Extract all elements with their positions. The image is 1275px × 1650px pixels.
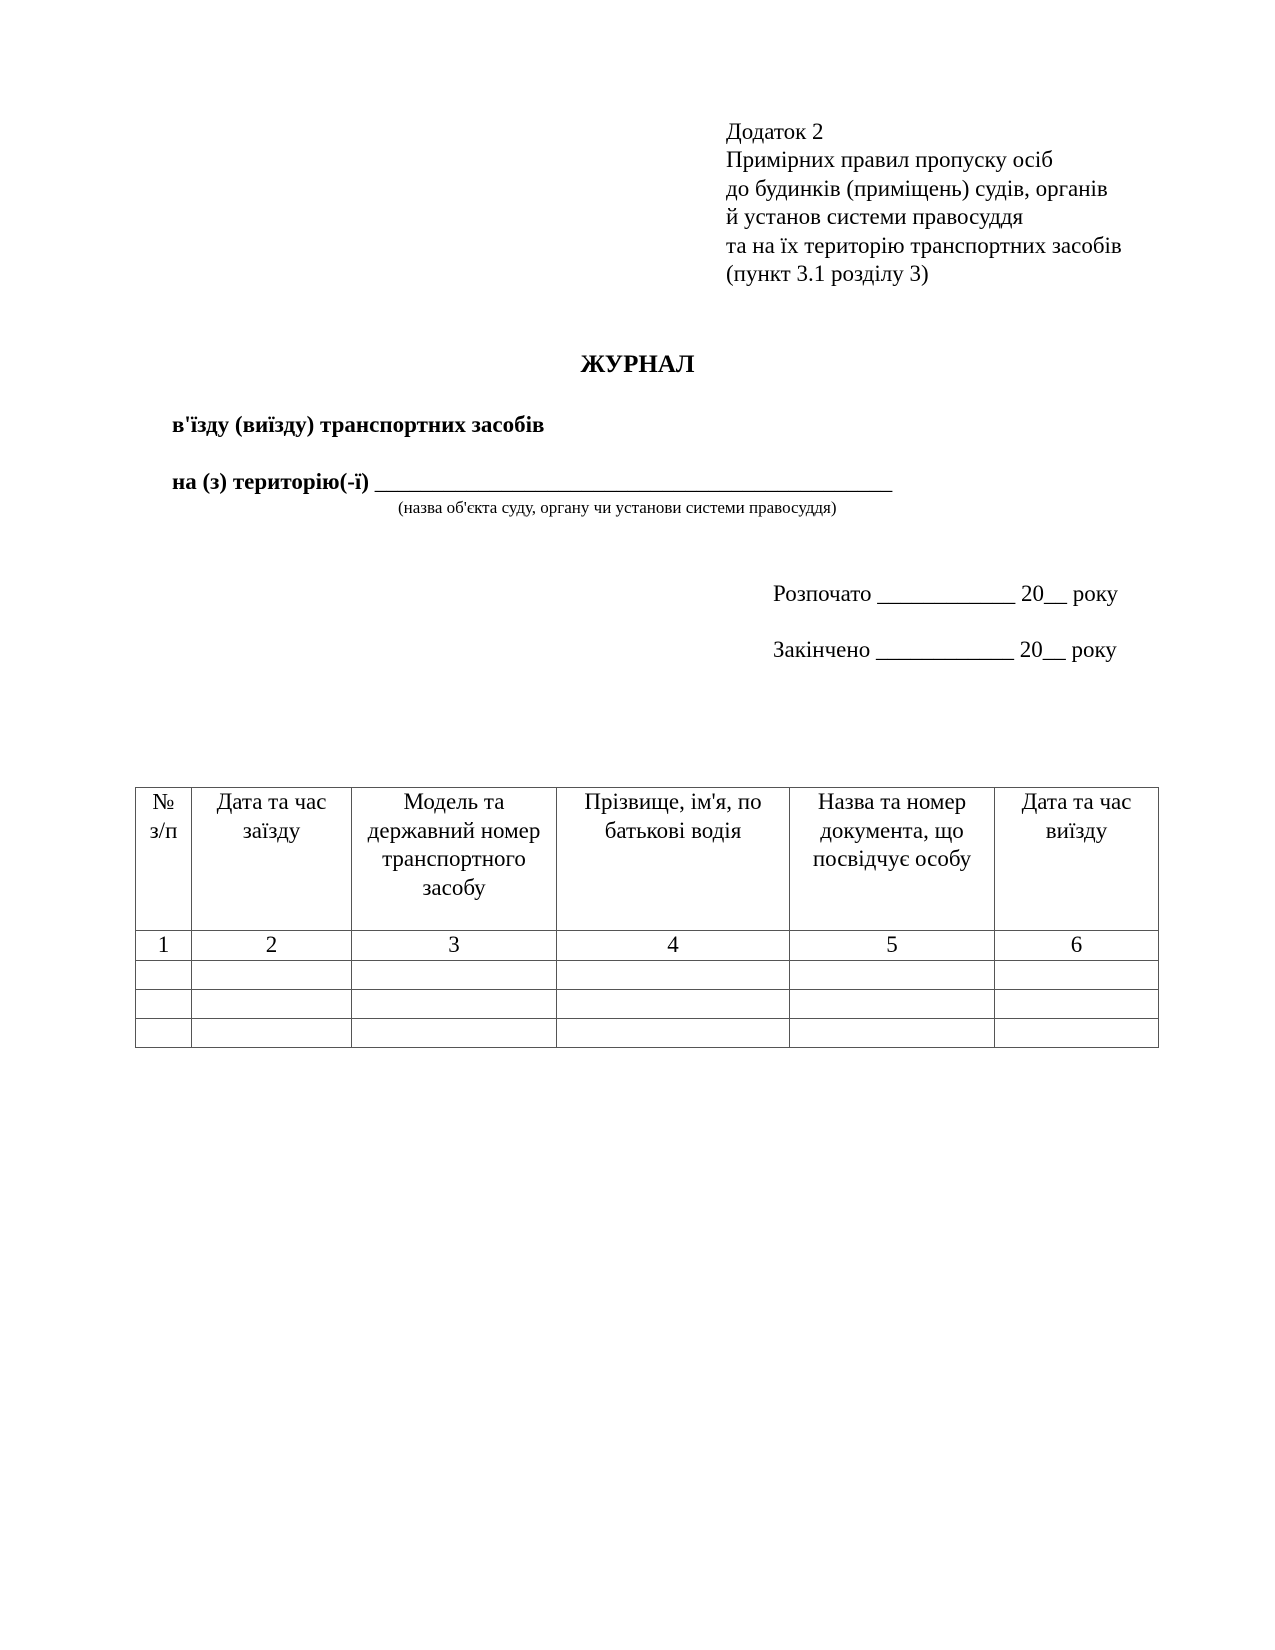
empty-cell: [995, 960, 1159, 989]
empty-cell: [136, 989, 192, 1018]
table-row: [136, 989, 1159, 1018]
appendix-reference: [726, 118, 1122, 288]
appendix-line: до будинків (приміщень) судів, органів: [726, 175, 1108, 201]
column-number-row: [136, 931, 1159, 961]
empty-cell: [557, 1018, 790, 1047]
column-number: 6: [995, 931, 1159, 961]
header-id-document: Назва та номер документа, що посвідчує особу: [790, 788, 995, 931]
territory-blank: _____________________________________________: [374, 469, 893, 494]
table-row: [136, 960, 1159, 989]
journal-title: ЖУРНАЛ: [580, 351, 695, 378]
empty-cell: [557, 989, 790, 1018]
appendix-line: й установ системи правосуддя: [726, 204, 1024, 230]
column-number: 1: [136, 931, 192, 961]
appendix-line: та на їх територію транспортних засобів: [726, 232, 1122, 258]
appendix-line: Додаток 2: [726, 119, 824, 144]
header-driver-name: Прізвище, ім'я, по батькові водія: [557, 788, 790, 931]
header-number: № з/п: [136, 788, 192, 931]
column-number: 2: [192, 931, 352, 961]
territory-label: на (з) територію(-ї): [172, 469, 369, 494]
empty-cell: [352, 960, 557, 989]
header-vehicle-model-plate: Модель та державний номер транспортного засобу: [352, 788, 557, 931]
header-entry-datetime: Дата та час заїзду: [192, 788, 352, 931]
empty-cell: [557, 960, 790, 989]
empty-cell: [995, 989, 1159, 1018]
table-header-row: [136, 788, 1159, 931]
empty-cell: [790, 989, 995, 1018]
empty-cell: [192, 1018, 352, 1047]
journal-subtitle: в'їзду (виїзду) транспортних засобів: [172, 412, 545, 437]
empty-cell: [136, 1018, 192, 1047]
territory-line: [172, 468, 892, 496]
empty-cell: [192, 989, 352, 1018]
column-number: 3: [352, 931, 557, 961]
empty-cell: [995, 1018, 1159, 1047]
started-date-line: Розпочато ____________ 20__ року: [773, 581, 1119, 606]
header-exit-datetime: Дата та час виїзду: [995, 788, 1159, 931]
empty-cell: [352, 989, 557, 1018]
empty-cell: [790, 1018, 995, 1047]
empty-cell: [352, 1018, 557, 1047]
vehicle-journal-table: [135, 787, 1159, 1048]
appendix-line: Примірних правил пропуску осіб: [726, 147, 1053, 173]
empty-cell: [790, 960, 995, 989]
empty-cell: [136, 960, 192, 989]
territory-caption: (назва об'єкта суду, органу чи установи системи правосуддя): [398, 498, 837, 517]
appendix-line: (пункт 3.1 розділу 3): [726, 261, 929, 287]
finished-date-line: Закінчено ____________ 20__ року: [773, 637, 1117, 662]
column-number: 5: [790, 931, 995, 961]
column-number: 4: [557, 931, 790, 961]
empty-cell: [192, 960, 352, 989]
table-row: [136, 1018, 1159, 1047]
